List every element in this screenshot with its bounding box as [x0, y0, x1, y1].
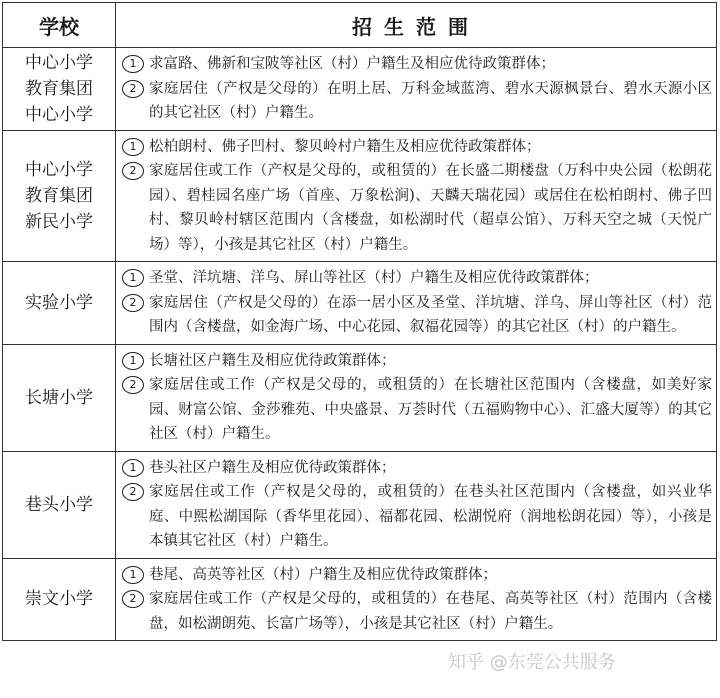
item-number-badge: 1: [122, 138, 144, 156]
school-name: 中心小学 教育集团 新民小学: [3, 130, 116, 262]
item-text: 家庭居住（产权是父母的）在添一居小区及圣堂、洋坑塘、洋乌、屏山等社区（村）范围内（含楼盘，如金海广场、中心花园、叙福花园等）的其它社区（村）的户籍生。: [149, 294, 712, 335]
item-number-badge: 2: [122, 483, 144, 501]
item-number-badge: 1: [122, 55, 144, 73]
header-school: 学校: [3, 3, 116, 48]
scope-item: [122, 159, 712, 257]
scope-item: [122, 587, 712, 636]
table-row: [3, 344, 717, 451]
item-text: 松柏朗村、佛子凹村、黎贝岭村户籍生及相应优待政策群体；: [149, 138, 541, 155]
scope-item: [122, 563, 712, 588]
header-scope: 招生范围: [116, 3, 717, 48]
item-text: 求富路、佛新和宝陂等社区（村）户籍生及相应优待政策群体；: [149, 56, 555, 72]
watermark: 知乎 @东莞公共服务: [448, 652, 616, 673]
item-text: 家庭居住或工作（产权是父母的，或租赁的）在长盛二期楼盘（万科中央公园（松朗花园）、碧桂园名座广场（首座、万象松涧)、天麟天瑞花园）或居住在松柏朗村、佛子凹村、黎贝岭村辖区范围内（含楼盘，如松湖时代（超卓公馆）、万科天空之城（天悦广场）等），小孩是其它社区（村）户籍生。: [149, 163, 712, 253]
item-text: 家庭居住或工作（产权是父母的，或租赁的）在巷尾、高英等社区（村）范围内（含楼盘，如松湖朗苑、长富广场等），小孩是其它社区（村）户籍生。: [149, 591, 712, 632]
enrollment-scope: [116, 262, 717, 345]
scope-item: [122, 77, 712, 126]
item-text: 家庭居住或工作（产权是父母的，或租赁的）在巷头社区范围内（含楼盘，如兴业华庭、中熙松湖国际（香华里花园）、福都花园、松湖悦府（润地松朗花园）等），小孩是本镇其它社区（村）户籍生。: [149, 484, 712, 549]
scope-item: [122, 373, 712, 447]
school-name: 巷头小学: [3, 451, 116, 558]
item-number-badge: 2: [122, 376, 144, 394]
school-name: 崇文小学: [3, 558, 116, 641]
enrollment-scope: [116, 130, 717, 262]
enrollment-scope: [116, 48, 717, 131]
table-row: [3, 558, 717, 641]
scope-item: [122, 349, 712, 374]
school-name: 长塘小学: [3, 344, 116, 451]
item-number-badge: 2: [122, 80, 144, 98]
item-text: 巷头社区户籍生及相应优待政策群体；: [149, 459, 396, 476]
scope-item: [122, 135, 712, 160]
scope-item: [122, 291, 712, 340]
table-row: [3, 451, 717, 558]
school-name: 实验小学: [3, 262, 116, 345]
item-text: 长塘社区户籍生及相应优待政策群体；: [149, 352, 396, 369]
table-row: [3, 262, 717, 345]
table-row: [3, 48, 717, 131]
item-number-badge: 1: [122, 459, 144, 477]
item-text: 巷尾、高英等社区（村）户籍生及相应优待政策群体；: [149, 566, 497, 583]
enrollment-scope: [116, 558, 717, 641]
school-name: 中心小学 教育集团 中心小学: [3, 48, 116, 131]
item-number-badge: 2: [122, 162, 144, 180]
scope-item: [122, 266, 712, 291]
enrollment-scope: [116, 451, 717, 558]
item-text: 家庭居住（产权是父母的）在明上居、万科金域蓝湾、碧水天源枫景台、碧水天源小区的其它社区（村）户籍生。: [149, 80, 712, 121]
enrollment-scope: [116, 344, 717, 451]
item-text: 圣堂、洋坑塘、洋乌、屏山等社区（村）户籍生及相应优待政策群体；: [149, 270, 599, 286]
header-row: [3, 3, 717, 48]
table-row: [3, 130, 717, 262]
scope-item: [122, 480, 712, 554]
item-number-badge: 2: [122, 590, 144, 608]
enrollment-table: [2, 2, 717, 641]
scope-item: [122, 456, 712, 481]
scope-item: [122, 52, 712, 77]
item-number-badge: 2: [122, 294, 144, 312]
item-number-badge: 1: [122, 566, 144, 584]
item-number-badge: 1: [122, 269, 144, 287]
item-number-badge: 1: [122, 352, 144, 370]
item-text: 家庭居住或工作（产权是父母的，或租赁的）在长塘社区范围内（含楼盘，如美好家园、财富公馆、金莎雅苑、中央盛景、万荟时代（五福购物中心）、汇盛大厦等）的其它社区（村）户籍生。: [149, 377, 712, 442]
